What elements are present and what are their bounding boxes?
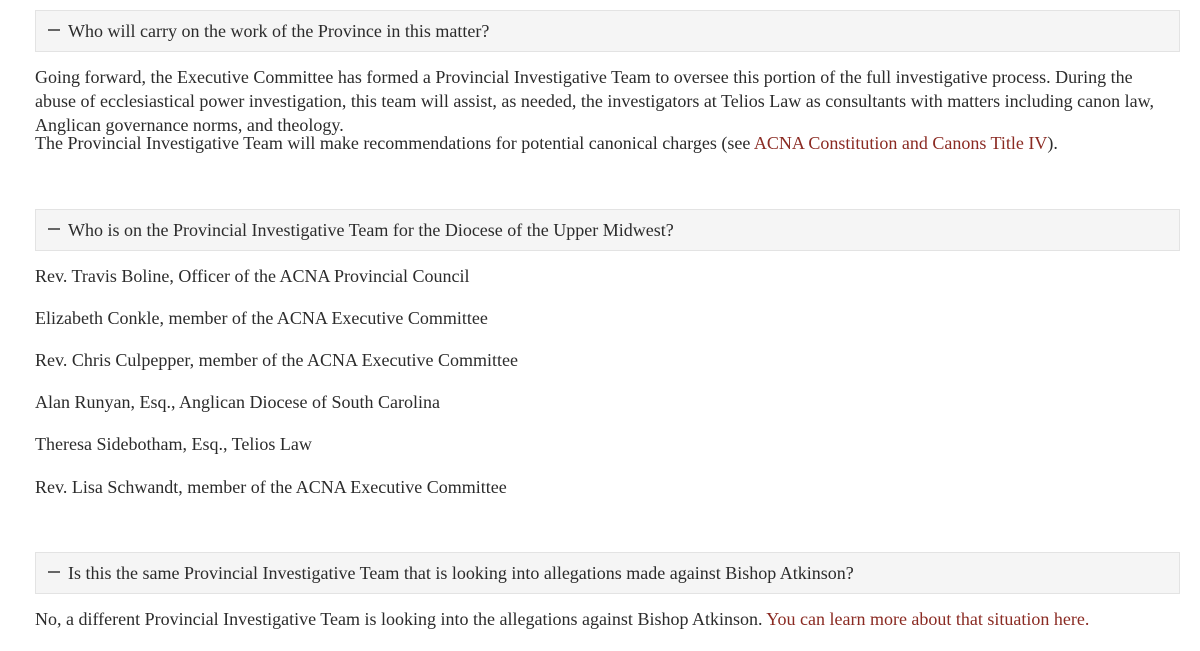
learn-more-link[interactable]: You can learn more about that situation here. bbox=[766, 609, 1090, 629]
minus-icon bbox=[48, 29, 60, 31]
minus-icon bbox=[48, 228, 60, 230]
accordion-title: Is this the same Provincial Investigative Team that is looking into allegations made against Bishop Atkinson? bbox=[68, 562, 854, 583]
minus-icon bbox=[48, 571, 60, 573]
paragraph-text: The Provincial Investigative Team will make recommendations for potential canonical charges (see bbox=[35, 133, 754, 153]
accordion-header-work-of-province[interactable] bbox=[35, 10, 1180, 52]
answer-paragraph-atkinson bbox=[35, 607, 1089, 631]
acna-constitution-link[interactable]: ACNA Constitution and Canons Title IV bbox=[753, 133, 1048, 153]
accordion-title: Who is on the Provincial Investigative Team for the Diocese of the Upper Midwest? bbox=[68, 219, 674, 240]
accordion-title: Who will carry on the work of the Province in this matter? bbox=[68, 20, 490, 41]
accordion-header-bishop-atkinson[interactable] bbox=[35, 552, 1180, 594]
accordion-header-team-members[interactable] bbox=[35, 209, 1180, 251]
paragraph-text: No, a different Provincial Investigative Team is looking into the allegations against Bishop Atkinson. bbox=[35, 609, 767, 629]
member-item: Theresa Sidebotham, Esq., Telios Law bbox=[35, 434, 312, 454]
member-item: Alan Runyan, Esq., Anglican Diocese of South Carolina bbox=[35, 392, 440, 412]
paragraph-text-end: ). bbox=[1047, 133, 1058, 153]
answer-paragraph: Going forward, the Executive Committee has formed a Provincial Investigative Team to oversee this portion of the full investigative process. During the abuse of ecclesiastical power investigation, this team will assist, as needed, the investigators at Telios Law as consultants with matters including canon law, Anglican governance norms, and theology. bbox=[35, 67, 1154, 135]
answer-paragraph-charges bbox=[35, 131, 1175, 155]
member-item: Elizabeth Conkle, member of the ACNA Executive Committee bbox=[35, 308, 488, 328]
member-item: Rev. Travis Boline, Officer of the ACNA Provincial Council bbox=[35, 266, 470, 286]
member-item: Rev. Lisa Schwandt, member of the ACNA Executive Committee bbox=[35, 477, 507, 497]
member-item: Rev. Chris Culpepper, member of the ACNA Executive Committee bbox=[35, 350, 519, 370]
